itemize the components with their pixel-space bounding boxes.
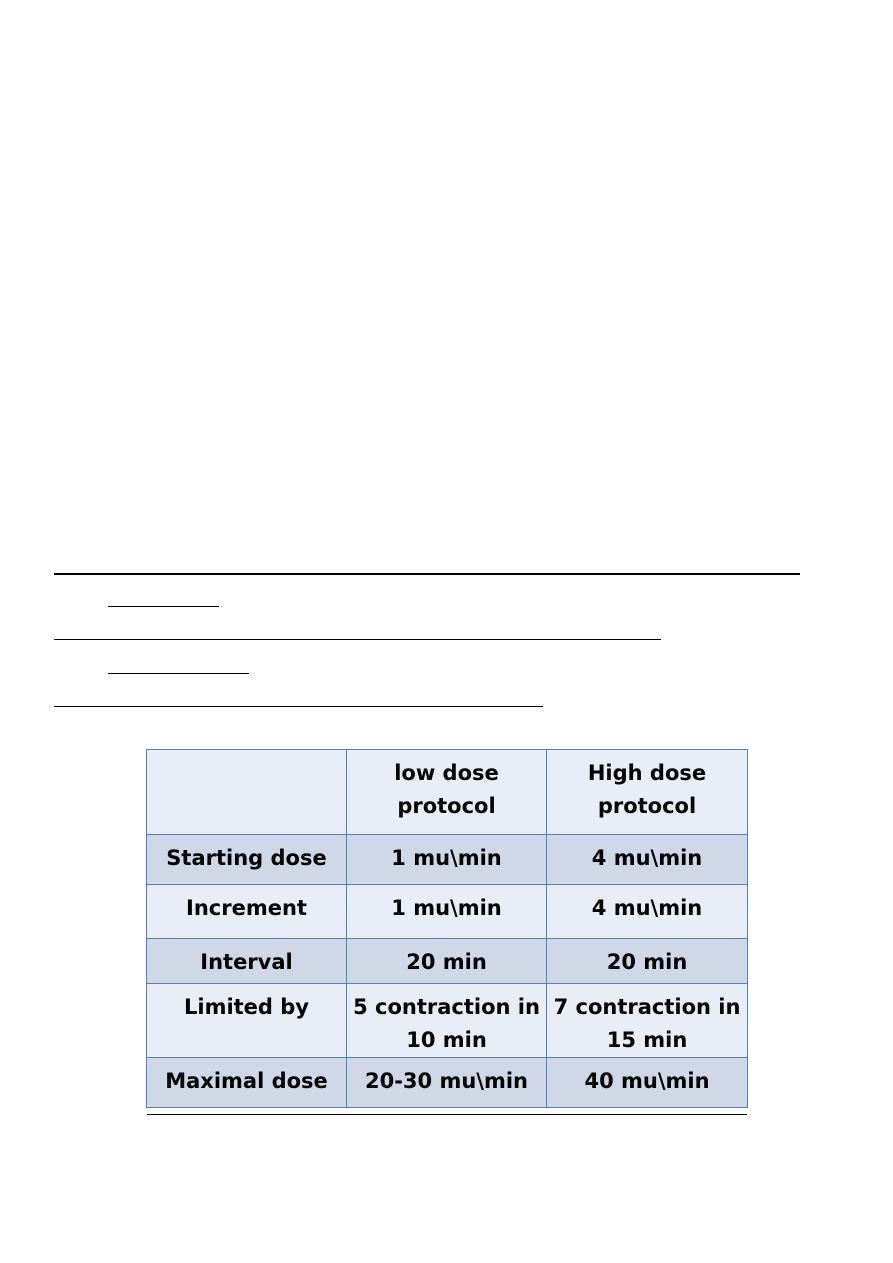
header-cell-empty [147,750,347,835]
underline-rule [108,606,219,607]
underline-rule [108,673,249,674]
high-dose-value: 4 mu\min [547,835,748,885]
high-dose-value: 40 mu\min [547,1058,748,1108]
row-label: Limited by [147,984,347,1058]
row-label: Interval [147,939,347,984]
row-label: Increment [147,885,347,939]
oxytocin-dose-table [146,749,748,1108]
high-dose-value: 7 contraction in 15 min [547,984,748,1058]
high-dose-value: 4 mu\min [547,885,748,939]
row-label: Maximal dose [147,1058,347,1108]
horizontal-rule [54,573,800,575]
horizontal-rule [54,706,543,707]
low-dose-value: 5 contraction in 10 min [347,984,547,1058]
table-row [147,1058,748,1108]
table-header-row [147,750,748,835]
table-row [147,984,748,1058]
low-dose-value: 20-30 mu\min [347,1058,547,1108]
high-dose-value: 20 min [547,939,748,984]
table-bottom-rule [147,1114,747,1115]
low-dose-value: 1 mu\min [347,835,547,885]
header-cell-low-dose: low dose protocol [347,750,547,835]
header-cell-high-dose: High dose protocol [547,750,748,835]
low-dose-value: 20 min [347,939,547,984]
horizontal-rule [54,639,661,640]
table-row [147,885,748,939]
low-dose-value: 1 mu\min [347,885,547,939]
row-label: Starting dose [147,835,347,885]
table-row [147,939,748,984]
table-row [147,835,748,885]
